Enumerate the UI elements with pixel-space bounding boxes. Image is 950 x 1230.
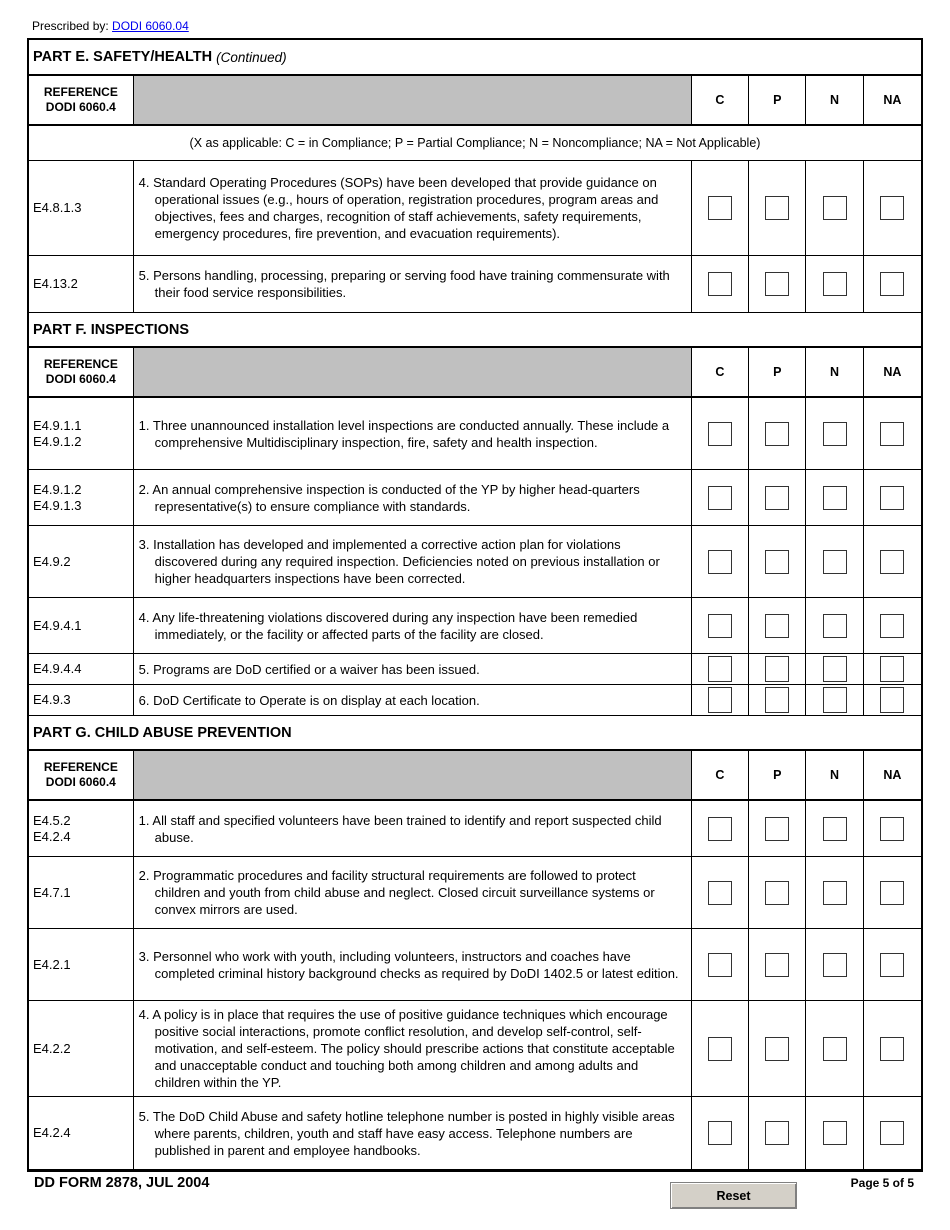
checkbox-c[interactable]: [708, 1121, 732, 1145]
checkbox-n[interactable]: [823, 953, 847, 977]
checkbox-p[interactable]: [765, 817, 789, 841]
checkbox-p[interactable]: [765, 1121, 789, 1145]
checklist-form: [27, 38, 923, 1172]
col-p-cell: [749, 398, 806, 469]
reference-code: E4.9.1.1: [33, 417, 82, 433]
checkbox-n[interactable]: [823, 656, 847, 682]
reference-cell: [29, 526, 134, 597]
reference-cell: [29, 256, 134, 312]
reference-code: E4.2.4: [33, 828, 71, 844]
checkbox-na[interactable]: [880, 550, 904, 574]
col-na-cell: [864, 929, 921, 1000]
checklist-row: [29, 598, 921, 654]
reference-code: E4.2.4: [33, 1125, 71, 1140]
reference-code: E4.13.2: [33, 276, 78, 291]
col-n-cell: [806, 929, 863, 1000]
reference-dodi: DODI 6060.4: [45, 372, 116, 386]
col-na-cell: [864, 398, 921, 469]
checkbox-p[interactable]: [765, 550, 789, 574]
part-f-items: [29, 398, 921, 715]
reference-label: REFERENCE: [43, 357, 118, 371]
page-number: Page 5 of 5: [850, 1176, 914, 1190]
checkbox-na[interactable]: [880, 272, 904, 296]
checkbox-p[interactable]: [765, 881, 789, 905]
reference-cell: [29, 161, 134, 255]
requirement-cell: [134, 598, 692, 653]
part-e-continued: (Continued): [216, 49, 287, 65]
reference-code: E4.9.3: [33, 692, 71, 707]
reference-dodi: DODI 6060.4: [45, 100, 116, 114]
col-p-cell: [749, 256, 806, 312]
reference-code: E4.9.2: [33, 553, 71, 569]
col-p-cell: [749, 685, 806, 715]
reference-code: E4.9.1.2: [33, 433, 82, 449]
requirement-text: 5. Programs are DoD certified or a waiver has been issued.: [138, 661, 480, 677]
col-na-cell: [864, 654, 921, 684]
col-n-cell: [806, 685, 863, 715]
checklist-row: [29, 801, 921, 857]
checkbox-c[interactable]: [708, 1037, 732, 1061]
checkbox-c[interactable]: [708, 614, 732, 638]
part-e-items: [29, 161, 921, 312]
col-p-cell: [749, 598, 806, 653]
requirement-text: 2. An annual comprehensive inspection is conducted of the YP by higher head-quarters representative(s) to ensure compliance with standards.: [138, 481, 640, 514]
col-na-cell: [864, 857, 921, 928]
checkbox-na[interactable]: [880, 196, 904, 220]
part-g-title: [29, 715, 921, 751]
requirement-cell: [134, 256, 692, 312]
col-na-cell: [864, 526, 921, 597]
reference-code: E4.9.4.4: [33, 661, 82, 676]
checklist-row: [29, 526, 921, 598]
checkbox-na[interactable]: [880, 953, 904, 977]
checkbox-p[interactable]: [765, 196, 789, 220]
checkbox-c[interactable]: [708, 687, 732, 713]
requirement-cell: [134, 161, 692, 255]
col-c-cell: [692, 470, 749, 525]
col-na-header: NA: [883, 365, 902, 379]
reference-cell: [29, 654, 134, 684]
col-c-cell: [692, 654, 749, 684]
requirement-text: 4. Standard Operating Procedures (SOPs) have been developed that provide guidance on operational issues (e.g., hours of operation, registration procedures, program areas and objectives, fees and charges, recognition of staff achievements, safety requirements, emergency procedures, fire prevention, and evacuation requirements).: [138, 175, 659, 241]
part-e-header-row: [29, 76, 921, 126]
requirement-cell: [134, 685, 692, 715]
reference-cell: [29, 801, 134, 856]
requirement-text: 1. All staff and specified volunteers have been trained to identify and report suspected child abuse.: [138, 812, 662, 845]
reset-button[interactable]: Reset: [670, 1182, 797, 1209]
checkbox-p[interactable]: [765, 1037, 789, 1061]
checkbox-n[interactable]: [823, 687, 847, 713]
col-c-cell: [692, 1001, 749, 1096]
requirement-text: 4. A policy is in place that requires the use of positive guidance techniques which encourage positive social interactions, promote conflict resolution, and develop self-control, self-motivation, and self-esteem. The policy should prescribe actions that constitute acceptable and unacceptable conduct and touching both among children and among adults and children within the YP.: [138, 1007, 675, 1090]
col-n-cell: [806, 256, 863, 312]
requirement-cell: [134, 398, 692, 469]
col-p-cell: [749, 801, 806, 856]
checkbox-c[interactable]: [708, 196, 732, 220]
col-c-cell: [692, 526, 749, 597]
checkbox-p[interactable]: [765, 656, 789, 682]
col-c-cell: [692, 685, 749, 715]
checkbox-n[interactable]: [823, 614, 847, 638]
checkbox-c[interactable]: [708, 817, 732, 841]
col-c-cell: [692, 398, 749, 469]
checklist-row: [29, 470, 921, 526]
reference-code: E4.9.1.3: [33, 497, 82, 513]
requirement-text: 3. Installation has developed and implemented a corrective action plan for violations discovered during any required inspection. Deficiencies noted on previous installation or higher headquarters inspections have been corrected.: [138, 537, 660, 586]
col-c-header: C: [692, 76, 749, 124]
description-header: [134, 76, 692, 124]
reference-code: E4.9.1.2: [33, 481, 82, 497]
reference-code: E4.8.1.3: [33, 200, 82, 215]
requirement-text: 5. The DoD Child Abuse and safety hotline telephone number is posted in highly visible areas where parents, children, youth and staff have easy access. Telephone numbers are published in parent and employee handbooks.: [138, 1108, 675, 1158]
checklist-row: [29, 398, 921, 470]
reference-cell: [29, 598, 134, 653]
requirement-text: 5. Persons handling, processing, preparing or serving food have training commensurate with their food service responsibilities.: [138, 268, 670, 300]
checkbox-n[interactable]: [823, 196, 847, 220]
col-n-cell: [806, 857, 863, 928]
checkbox-c[interactable]: [708, 881, 732, 905]
reference-code: E4.2.2: [33, 1040, 71, 1056]
checklist-row: [29, 1001, 921, 1097]
requirement-cell: [134, 801, 692, 856]
col-n-cell: [806, 801, 863, 856]
part-f-header-row: [29, 348, 921, 398]
part-e-title-text: PART E. SAFETY/HEALTH: [33, 49, 213, 65]
checkbox-c[interactable]: [708, 550, 732, 574]
col-na-header: NA: [883, 768, 902, 782]
col-n-header: N: [806, 76, 863, 124]
checkbox-n[interactable]: [823, 550, 847, 574]
checkbox-na[interactable]: [880, 881, 904, 905]
dodi-link[interactable]: DODI 6060.04: [112, 19, 189, 33]
checkbox-na[interactable]: [880, 422, 904, 446]
checklist-row: [29, 1097, 921, 1169]
reference-code: E4.5.2: [33, 812, 71, 828]
reference-cell: [29, 1001, 134, 1096]
checklist-row: [29, 685, 921, 715]
col-c-cell: [692, 256, 749, 312]
col-c-header: C: [692, 348, 749, 396]
checkbox-n[interactable]: [823, 881, 847, 905]
col-na-cell: [864, 1097, 921, 1169]
compliance-legend: (X as applicable: C = in Compliance; P = Partial Compliance; N = Noncompliance; NA = Not Applicable): [29, 126, 921, 161]
col-na-cell: [864, 685, 921, 715]
checkbox-p[interactable]: [765, 953, 789, 977]
checkbox-p[interactable]: [765, 272, 789, 296]
col-na-cell: [864, 801, 921, 856]
col-n-cell: [806, 654, 863, 684]
reference-header: [29, 751, 134, 799]
checkbox-na[interactable]: [880, 656, 904, 682]
checkbox-na[interactable]: [880, 687, 904, 713]
reference-dodi: DODI 6060.4: [45, 775, 116, 789]
col-n-cell: [806, 398, 863, 469]
col-p-header: P: [749, 348, 806, 396]
col-n-header: N: [806, 751, 863, 799]
reference-cell: [29, 398, 134, 469]
col-na-cell: [864, 256, 921, 312]
part-f-title: [29, 312, 921, 348]
col-p-cell: [749, 1001, 806, 1096]
part-g-title-text: PART G. CHILD ABUSE PREVENTION: [33, 724, 292, 741]
requirement-text: 2. Programmatic procedures and facility structural requirements are followed to protect children and youth from child abuse and neglect. Closed circuit surveillance systems or convex mirrors are used.: [138, 868, 655, 917]
col-c-cell: [692, 801, 749, 856]
checklist-row: [29, 654, 921, 685]
requirement-cell: [134, 654, 692, 684]
reference-cell: [29, 685, 134, 715]
checklist-row: [29, 857, 921, 929]
part-g-items: [29, 801, 921, 1169]
col-p-cell: [749, 654, 806, 684]
checkbox-na[interactable]: [880, 1037, 904, 1061]
col-c-cell: [692, 598, 749, 653]
checkbox-na[interactable]: [880, 1121, 904, 1145]
reference-cell: [29, 857, 134, 928]
checkbox-n[interactable]: [823, 486, 847, 510]
col-p-cell: [749, 161, 806, 255]
requirement-text: 4. Any life-threatening violations discovered during any inspection have been remedied immediately, or the facility or affected parts of the facility are closed.: [138, 609, 638, 642]
requirement-cell: [134, 526, 692, 597]
reference-cell: [29, 929, 134, 1000]
col-p-cell: [749, 857, 806, 928]
reference-label: REFERENCE: [43, 760, 118, 774]
checkbox-na[interactable]: [880, 486, 904, 510]
part-g-header-row: [29, 751, 921, 801]
col-n-cell: [806, 526, 863, 597]
col-na-header: NA: [883, 93, 902, 107]
requirement-cell: [134, 857, 692, 928]
checkbox-n[interactable]: [823, 272, 847, 296]
requirement-cell: [134, 470, 692, 525]
checkbox-c[interactable]: [708, 486, 732, 510]
checkbox-c[interactable]: [708, 272, 732, 296]
col-c-cell: [692, 929, 749, 1000]
col-n-cell: [806, 1001, 863, 1096]
checkbox-na[interactable]: [880, 817, 904, 841]
checklist-row: [29, 161, 921, 256]
col-na-cell: [864, 470, 921, 525]
reference-header: [29, 76, 134, 124]
col-n-cell: [806, 598, 863, 653]
reference-cell: [29, 1097, 134, 1169]
prescribed-label: Prescribed by:: [32, 19, 109, 33]
checkbox-c[interactable]: [708, 656, 732, 682]
part-e-title: [29, 40, 921, 76]
col-na-cell: [864, 1001, 921, 1096]
col-p-cell: [749, 929, 806, 1000]
form-title: DD FORM 2878, JUL 2004: [34, 1175, 210, 1191]
description-header: [134, 348, 692, 396]
requirement-cell: [134, 1001, 692, 1096]
reference-code: E4.9.4.1: [33, 617, 82, 633]
col-na-cell: [864, 598, 921, 653]
requirement-cell: [134, 1097, 692, 1169]
checklist-row: [29, 256, 921, 312]
checkbox-n[interactable]: [823, 422, 847, 446]
col-p-cell: [749, 470, 806, 525]
checkbox-p[interactable]: [765, 687, 789, 713]
description-header: [134, 751, 692, 799]
col-p-header: P: [749, 751, 806, 799]
col-p-header: P: [749, 76, 806, 124]
col-c-cell: [692, 857, 749, 928]
requirement-cell: [134, 929, 692, 1000]
col-c-header: C: [692, 751, 749, 799]
requirement-text: 6. DoD Certificate to Operate is on display at each location.: [138, 692, 480, 708]
part-f-title-text: PART F. INSPECTIONS: [33, 321, 190, 338]
col-na-cell: [864, 161, 921, 255]
col-n-cell: [806, 161, 863, 255]
prescribed-by: [32, 19, 189, 33]
requirement-text: 1. Three unannounced installation level inspections are conducted annually. These include a comprehensive Multidisciplinary inspection, fire, safety and health inspection.: [138, 417, 670, 450]
checkbox-na[interactable]: [880, 614, 904, 638]
col-p-cell: [749, 1097, 806, 1169]
reference-label: REFERENCE: [43, 85, 118, 99]
col-c-cell: [692, 1097, 749, 1169]
checklist-row: [29, 929, 921, 1001]
checkbox-n[interactable]: [823, 817, 847, 841]
col-n-header: N: [806, 348, 863, 396]
reference-code: E4.7.1: [33, 884, 71, 900]
checkbox-c[interactable]: [708, 422, 732, 446]
col-c-cell: [692, 161, 749, 255]
checkbox-p[interactable]: [765, 486, 789, 510]
col-n-cell: [806, 1097, 863, 1169]
checkbox-n[interactable]: [823, 1037, 847, 1061]
checkbox-c[interactable]: [708, 953, 732, 977]
checkbox-p[interactable]: [765, 422, 789, 446]
requirement-text: 3. Personnel who work with youth, including volunteers, instructors and coaches have completed criminal history background checks as required by DoDI 1402.5 or latest edition.: [138, 948, 679, 981]
checkbox-n[interactable]: [823, 1121, 847, 1145]
col-n-cell: [806, 470, 863, 525]
reference-code: E4.2.1: [33, 956, 71, 972]
reference-cell: [29, 470, 134, 525]
checkbox-p[interactable]: [765, 614, 789, 638]
col-p-cell: [749, 526, 806, 597]
reference-header: [29, 348, 134, 396]
